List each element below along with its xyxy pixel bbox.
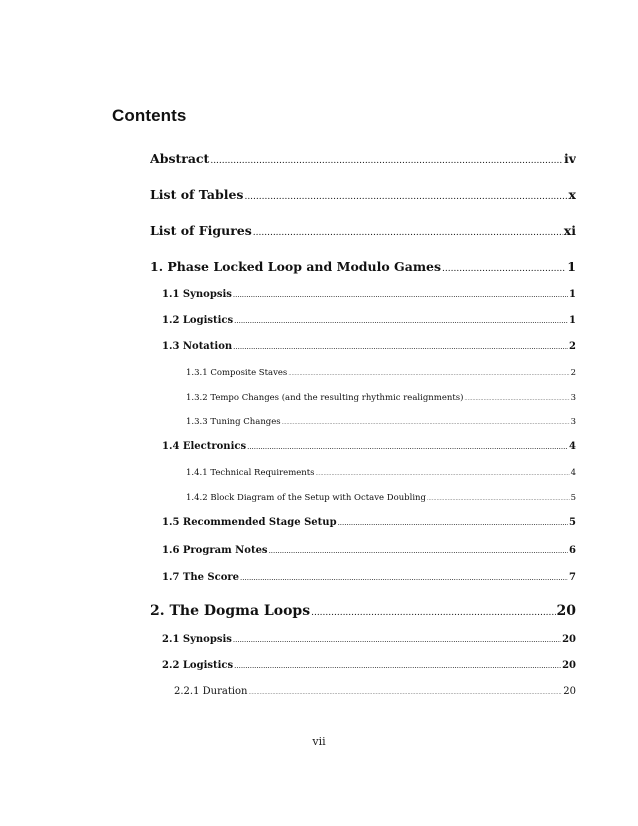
toc-entry-page: 1 — [567, 259, 576, 274]
toc-entry[interactable] — [150, 151, 576, 166]
dot-leader — [442, 264, 566, 274]
toc-entry-label: 1.3.3 Tuning Changes — [186, 417, 281, 427]
toc-entry-page: xi — [563, 223, 576, 238]
toc-entry[interactable] — [162, 289, 576, 300]
toc-entry-label: 1.7 The Score — [162, 572, 240, 583]
toc-entry-label: 1.4 Electronics — [162, 441, 247, 452]
toc-entry-label: 1.6 Program Notes — [162, 545, 268, 556]
toc-entry-page: 7 — [569, 572, 576, 583]
dot-leader — [282, 420, 570, 426]
dot-leader — [338, 519, 568, 527]
toc-entry-label: List of Figures — [150, 223, 252, 238]
toc-entry[interactable] — [150, 187, 576, 202]
toc-entry[interactable] — [162, 441, 576, 452]
dot-leader — [316, 471, 570, 477]
contents-heading: Contents — [112, 106, 187, 125]
dot-leader — [253, 228, 563, 238]
toc-entry[interactable] — [186, 493, 576, 503]
toc-entry[interactable] — [186, 417, 576, 427]
dot-leader — [234, 662, 561, 670]
toc-entry-page: 2 — [569, 341, 576, 352]
toc-entry-page: 20 — [562, 660, 576, 671]
toc-entry-page: 6 — [569, 545, 576, 556]
toc-entry-label: 1.2 Logistics — [162, 315, 234, 326]
toc-entry-label: 1.5 Recommended Stage Setup — [162, 517, 337, 528]
toc-entry[interactable] — [186, 368, 576, 378]
toc-entry[interactable] — [162, 660, 576, 671]
toc-entry[interactable] — [174, 686, 576, 697]
dot-leader — [233, 291, 568, 299]
page-number: vii — [312, 735, 326, 748]
toc-entry-page: 2 — [570, 368, 576, 378]
toc-entry[interactable] — [162, 315, 576, 326]
dot-leader — [249, 690, 563, 696]
toc-entry-label: 1.4.2 Block Diagram of the Setup with Octave Doubling — [186, 493, 426, 503]
toc-entry-label: 1.3 Notation — [162, 341, 233, 352]
dot-leader — [269, 547, 568, 555]
toc-entry[interactable] — [186, 393, 576, 403]
toc-entry-label: 1.3.2 Tempo Changes (and the resulting rhythmic realignments) — [186, 393, 464, 403]
toc-entry-label: 2.2 Logistics — [162, 660, 234, 671]
dot-leader — [233, 343, 568, 351]
toc-entry-page: 4 — [570, 468, 576, 478]
toc-entry-page: 1 — [569, 289, 576, 300]
toc-entry-label: List of Tables — [150, 187, 244, 202]
dot-leader — [311, 608, 555, 618]
dot-leader — [240, 574, 568, 582]
toc-entry-label: 1. Phase Locked Loop and Modulo Games — [150, 259, 442, 274]
toc-entry-label: 2.1 Synopsis — [162, 634, 232, 645]
toc-entry-page: 5 — [569, 517, 576, 528]
toc-entry[interactable] — [162, 517, 576, 528]
dot-leader — [288, 371, 569, 377]
toc-entry[interactable] — [162, 341, 576, 352]
toc-entry-page: 3 — [570, 393, 576, 403]
toc-entry-label: Abstract — [150, 151, 210, 166]
dot-leader — [247, 443, 568, 451]
toc-entry-page: x — [568, 187, 576, 202]
toc-entry-page: 20 — [563, 686, 576, 697]
dot-leader — [234, 317, 568, 325]
toc-entry-page: 4 — [569, 441, 576, 452]
toc-entry-label: 2. The Dogma Loops — [150, 603, 311, 619]
toc-entry-label: 1.3.1 Composite Staves — [186, 368, 288, 378]
toc-entry[interactable] — [162, 572, 576, 583]
dot-leader — [427, 496, 570, 502]
toc-entry-page: 1 — [569, 315, 576, 326]
toc-entry-label: 2.2.1 Duration — [174, 686, 248, 697]
toc-entry[interactable] — [162, 634, 576, 645]
toc-entry[interactable] — [162, 545, 576, 556]
toc-entry-label: 1.4.1 Technical Requirements — [186, 468, 315, 478]
dot-leader — [233, 636, 561, 644]
toc-entry-page: 5 — [570, 493, 576, 503]
toc-entry[interactable] — [150, 223, 576, 238]
toc-entry-page: 20 — [562, 634, 576, 645]
toc-entry-page: 3 — [570, 417, 576, 427]
dot-leader — [464, 396, 569, 402]
toc-entry-label: 1.1 Synopsis — [162, 289, 232, 300]
toc-entry-page: iv — [563, 151, 576, 166]
toc-entry[interactable] — [186, 468, 576, 478]
toc-entry[interactable] — [150, 603, 576, 619]
dot-leader — [210, 156, 563, 166]
toc-entry[interactable] — [150, 259, 576, 274]
toc-entry-page: 20 — [556, 603, 576, 619]
dot-leader — [244, 192, 567, 202]
